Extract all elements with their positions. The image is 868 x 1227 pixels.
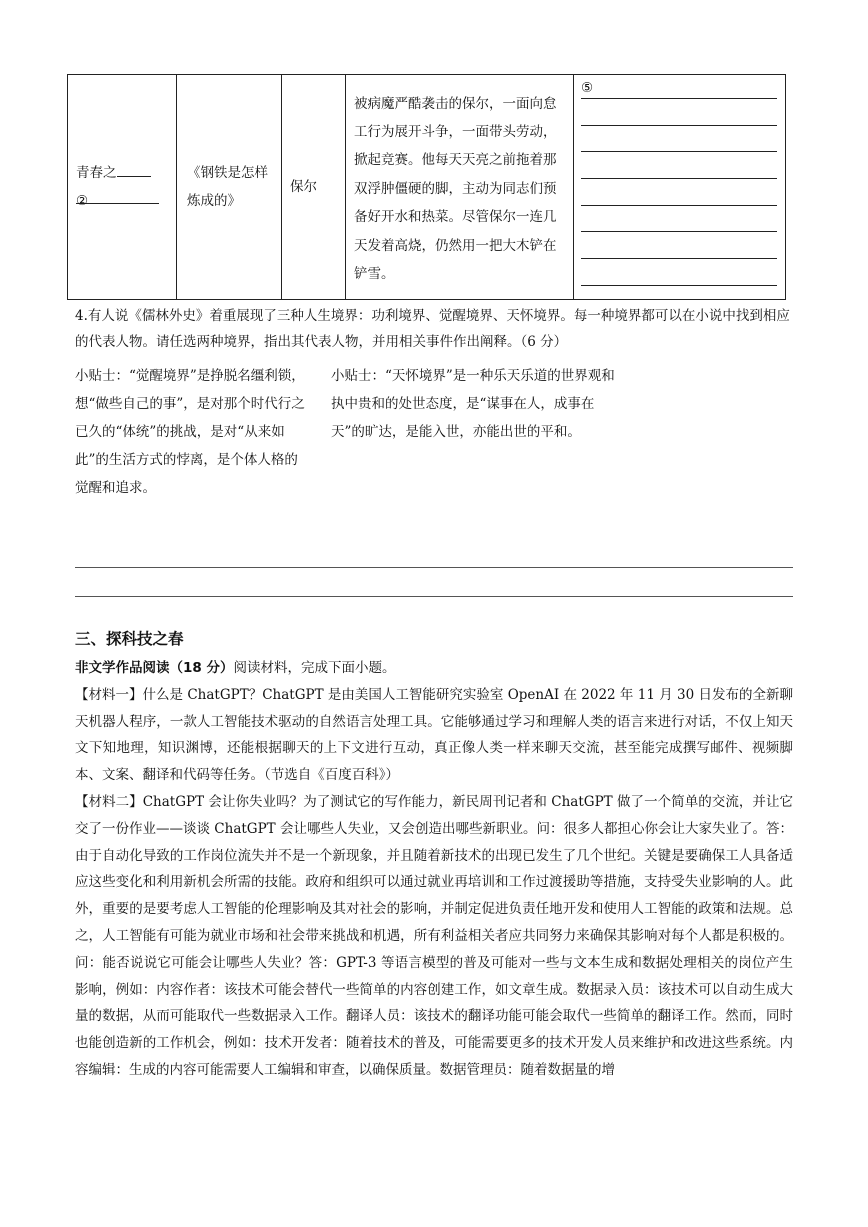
section-intro: [75, 655, 793, 682]
intro-rest: 阅读材料，完成下面小题。: [233, 660, 396, 676]
tip-heavenly: 小贴士：“天怀境界”是一种乐天乐道的世界观和执中贵和的处世态度，是“谋事在人，成事在天”的旷达，是能入世，亦能出世的平和。: [331, 368, 615, 440]
section-title: 三、探科技之春: [75, 630, 184, 648]
answer-line[interactable]: [581, 99, 777, 126]
answer-mark: ⑤: [581, 80, 594, 96]
theme-cell: [68, 75, 177, 300]
question-4: 4.有人说《儒林外史》着重展现了三种人生境界：功利境界、觉醒境界、天怀境界。每一种境界都可以在小说中找到相应的代表人物。请任选两种境界，指出其代表人物，并用相关事件作出阐释。（6 分）: [75, 308, 790, 350]
material-2: 【材料二】ChatGPT 会让你失业吗？为了测试它的写作能力，新民周刊记者和 ChatGPT 做了一个简单的交流，并让它交了一份作业——谈谈 ChatGPT 会让哪些人失业，又会创造出哪些新职业。问：很多人都担心你会让大家失业了。答：由于自动化导致的工作岗位流失并不是一个新现象，并且随着新技术的出现已发生了几个世纪。关键是要确保工人具备适应这些变化和利用新机会所需的技能。政府和组织可以通过就业再培训和工作过渡援助等措施，支持受失业影响的人。此外，重要的是要考虑人工智能的伦理影响及其对社会的影响，并制定促进负责任地开发和使用人工智能的政策和法规。总之，人工智能有可能为就业市场和社会带来挑战和机遇，所有利益相关者应共同努力来确保其影响对每个人都是积极的。问：能否说说它可能会让哪些人失业？答：GPT-3 等语言模型的普及可能对一些与文本生成和数据处理相关的岗位产生影响，例如：内容作者：该技术可能会替代一些简单的内容创建工作，如文章生成。数据录入员：该技术可以自动生成大量的数据，从而可能取代一些数据录入工作。翻译人员：该技术的翻译功能可能会取代一些简单的翻译工作。然而，同时也能创造新的工作机会，例如：技术开发者：随着技术的普及，可能需要更多的技术开发人员来维护和改进这些系统。内容编辑：生成的内容可能需要人工编辑和审查，以确保质量。数据管理员：随着数据量的增: [75, 793, 793, 1078]
theme-blank-1[interactable]: [117, 160, 151, 177]
answer-line[interactable]: [581, 232, 777, 259]
tip-awakening: 小贴士：“觉醒境界”是挣脱名缰利锁，想“做些自己的事”，是对那个时代行之已久的“体统”的挑战，是对“从来如此”的生活方式的悖离，是个体人格的觉醒和追求。: [75, 368, 305, 496]
section-body: [75, 655, 793, 1084]
book-title: 《钢铁是怎样炼成的》: [187, 165, 268, 209]
theme-blank-2[interactable]: [76, 187, 159, 209]
answer-cell: [574, 75, 786, 300]
excerpt-cell: [346, 75, 574, 300]
intro-bold: 非文学作品阅读（18 分）: [75, 660, 234, 676]
answer-line[interactable]: [581, 79, 777, 99]
reading-table: [67, 74, 786, 300]
character-cell: [282, 75, 346, 300]
blank-mark-2: ②: [76, 193, 89, 209]
answer-line[interactable]: [581, 206, 777, 233]
excerpt-text: 被病魔严酷袭击的保尔，一面向怠工行为展开斗争，一面带头劳动，掀起竞赛。他每天天亮之前拖着那双浮肿僵硬的脚，主动为同志们预备好开水和热菜。尽管保尔一连几天发着高烧，仍然用一把大木铲在铲雪。: [354, 95, 557, 283]
answer-line[interactable]: [581, 179, 777, 206]
answer-line[interactable]: [75, 596, 793, 597]
answer-line[interactable]: [75, 567, 793, 568]
answer-line[interactable]: [581, 152, 777, 179]
character-name: 保尔: [290, 179, 317, 195]
theme-prefix: 青春之: [76, 165, 117, 181]
table-row: [68, 75, 786, 300]
material-1: 【材料一】什么是 ChatGPT？ChatGPT 是由美国人工智能研究实验室 OpenAI 在 2022 年 11 月 30 日发布的全新聊天机器人程序，一款人工智能技术驱动的自然语言处理工具。它能够通过学习和理解人类的语言来进行对话，不仅上知天文下知地理，知识渊博，还能根据聊天的上下文进行互动，真正像人类一样来聊天交流，甚至能完成撰写邮件、视频脚本、文案、翻译和代码等任务。（节选自《百度百科》）: [75, 686, 793, 784]
book-cell: [177, 75, 282, 300]
answer-line[interactable]: [581, 126, 777, 153]
answer-line[interactable]: [581, 259, 777, 286]
